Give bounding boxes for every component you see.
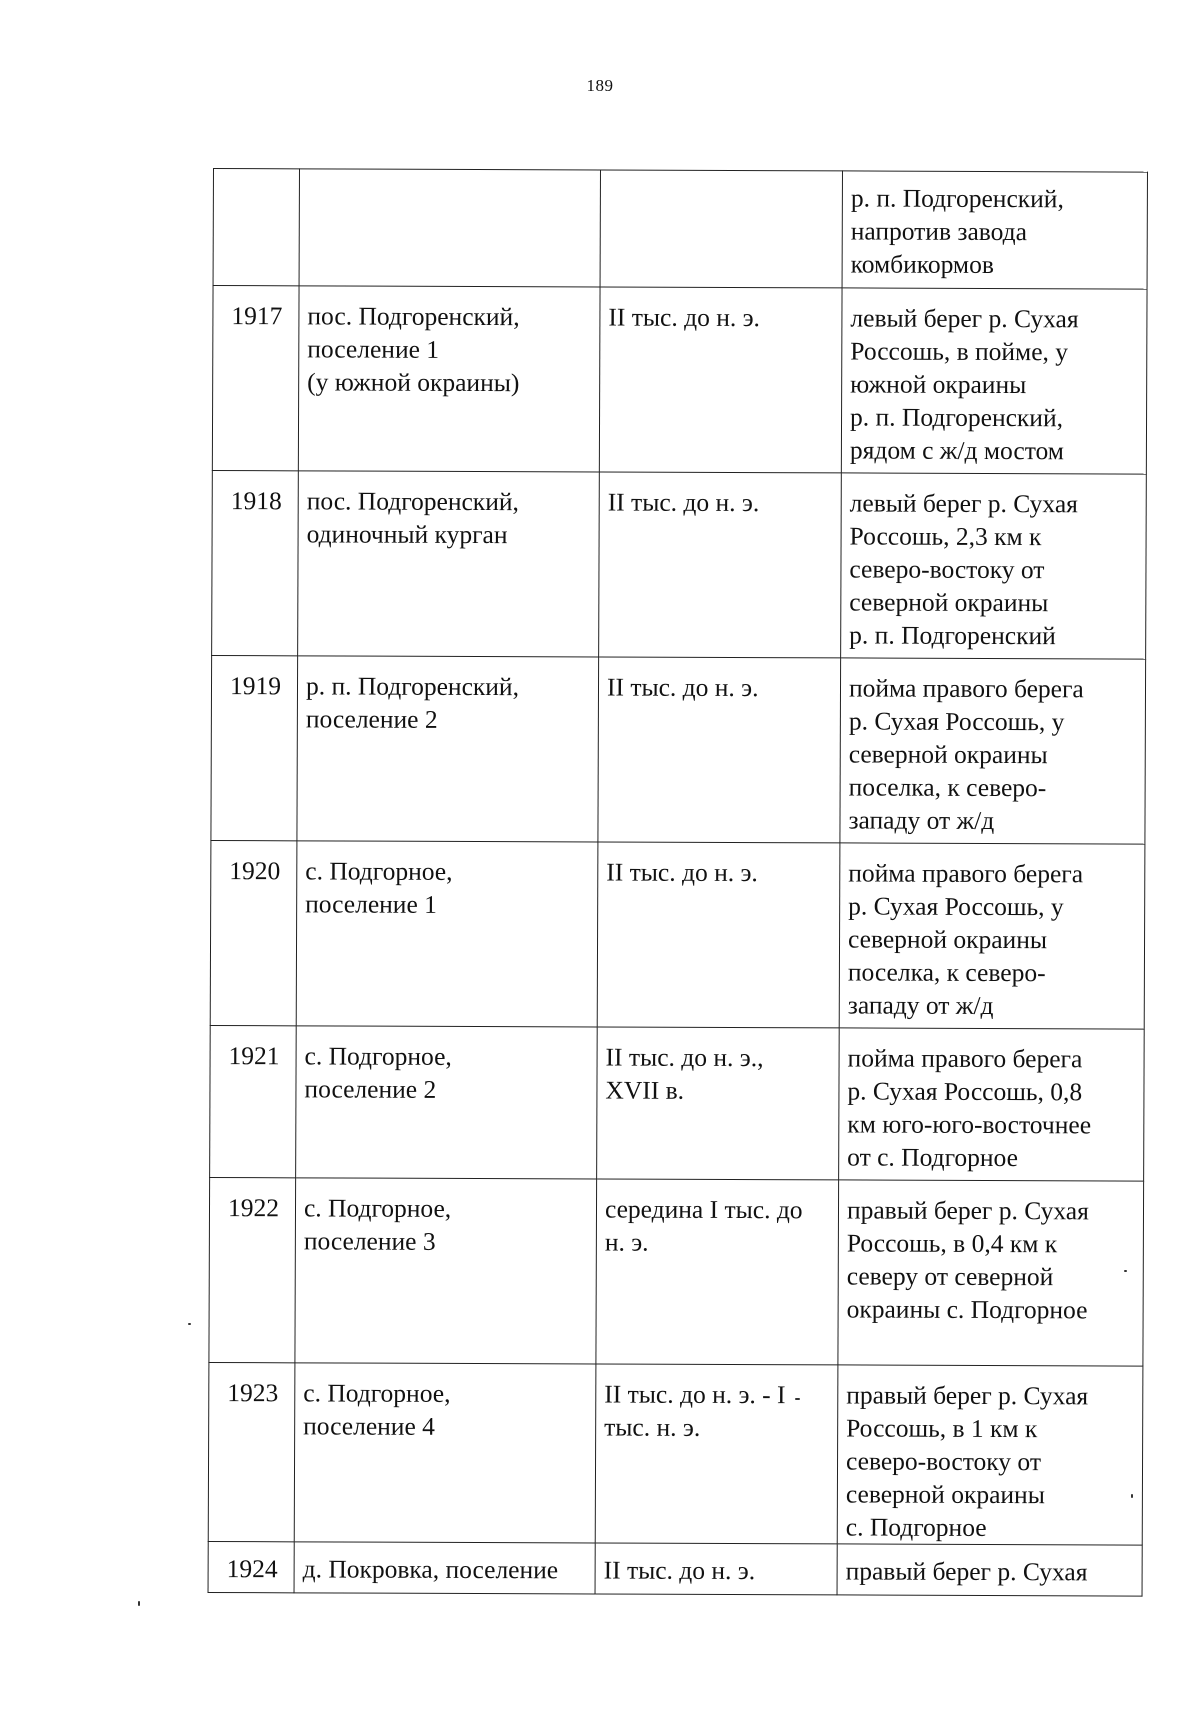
dating-cell: II тыс. до н. э., XVII в. <box>597 1027 840 1180</box>
dating-cell: II тыс. до н. э. <box>597 842 840 1028</box>
table-row <box>208 1362 1143 1545</box>
scan-speck <box>1124 1270 1127 1272</box>
location-cell: пойма правого берега р. Сухая Россошь, у северной окраины поселка, к северо- западу от ж/д <box>840 658 1146 844</box>
table-row <box>208 1541 1142 1596</box>
site-name-cell: с. Подгорное, поселение 1 <box>296 841 598 1027</box>
site-name-cell: пос. Подгоренский, поселение 1 (у южной окраины) <box>298 286 600 472</box>
location-cell: р. п. Подгоренский, напротив завода комбикормов <box>842 171 1147 289</box>
row-number-cell <box>213 169 299 286</box>
location-cell: правый берег р. Сухая Россошь, в 1 км к северо-востоку от северной окраины с. Подгорное <box>837 1365 1143 1545</box>
site-name-cell: с. Подгорное, поселение 2 <box>296 1026 598 1179</box>
table-row <box>210 840 1145 1029</box>
dating-cell: II тыс. до н. э. <box>595 1543 837 1595</box>
dating-cell: II тыс. до н. э. - I тыс. н. э. <box>595 1364 838 1544</box>
dating-cell: середина I тыс. до н. э. <box>596 1179 839 1365</box>
table-row <box>212 286 1147 475</box>
site-name-cell: р. п. Подгоренский, поселение 2 <box>297 656 599 842</box>
site-name-cell: с. Подгорное, поселение 4 <box>294 1363 596 1543</box>
table-row <box>209 1177 1144 1366</box>
row-number-cell: 1918 <box>212 470 299 655</box>
row-number-cell: 1922 <box>209 1177 296 1362</box>
row-number-cell: 1921 <box>210 1025 297 1177</box>
table-row <box>211 655 1146 844</box>
scan-speck <box>1131 1494 1133 1498</box>
dating-cell <box>600 170 842 288</box>
row-number-cell: 1917 <box>212 286 299 471</box>
location-cell: левый берег р. Сухая Россошь, в пойме, у южной окраины р. п. Подгоренский, рядом с ж/д мостом <box>841 288 1147 474</box>
site-name-cell: пос. Подгоренский, одиночный курган <box>298 471 600 657</box>
site-name-cell: д. Покровка, поселение <box>294 1542 595 1594</box>
row-number-cell: 1924 <box>208 1541 294 1592</box>
row-number-cell: 1919 <box>211 655 298 840</box>
row-number-cell: 1920 <box>210 840 297 1025</box>
location-cell: левый берег р. Сухая Россошь, 2,3 км к северо-востоку от северной окраины р. п. Подгоренский <box>841 473 1147 659</box>
location-cell: правый берег р. Сухая Россошь, в 0,4 км к северу от северной окраины с. Подгорное <box>838 1180 1144 1366</box>
scan-speck <box>138 1601 140 1606</box>
site-name-cell: с. Подгорное, поселение 3 <box>295 1178 597 1364</box>
dating-cell: II тыс. до н. э. <box>599 472 842 658</box>
row-number-cell: 1923 <box>208 1362 295 1541</box>
table-row <box>213 169 1147 290</box>
location-cell: пойма правого берега р. Сухая Россошь, 0,8 км юго-юго-восточнее от с. Подгорное <box>839 1028 1145 1181</box>
location-cell: пойма правого берега р. Сухая Россошь, у северной окраины поселка, к северо- западу от ж/д <box>839 843 1145 1029</box>
dating-cell: II тыс. до н. э. <box>598 657 841 843</box>
location-cell: правый берег р. Сухая <box>837 1544 1142 1596</box>
dating-cell: II тыс. до н. э. <box>599 287 842 473</box>
page-number: 189 <box>586 76 614 95</box>
monuments-table <box>208 168 1148 1597</box>
table-row <box>212 470 1147 659</box>
scan-speck <box>188 1323 191 1325</box>
scan-speck <box>795 1398 800 1400</box>
site-name-cell <box>299 169 600 287</box>
table-row <box>210 1025 1145 1181</box>
